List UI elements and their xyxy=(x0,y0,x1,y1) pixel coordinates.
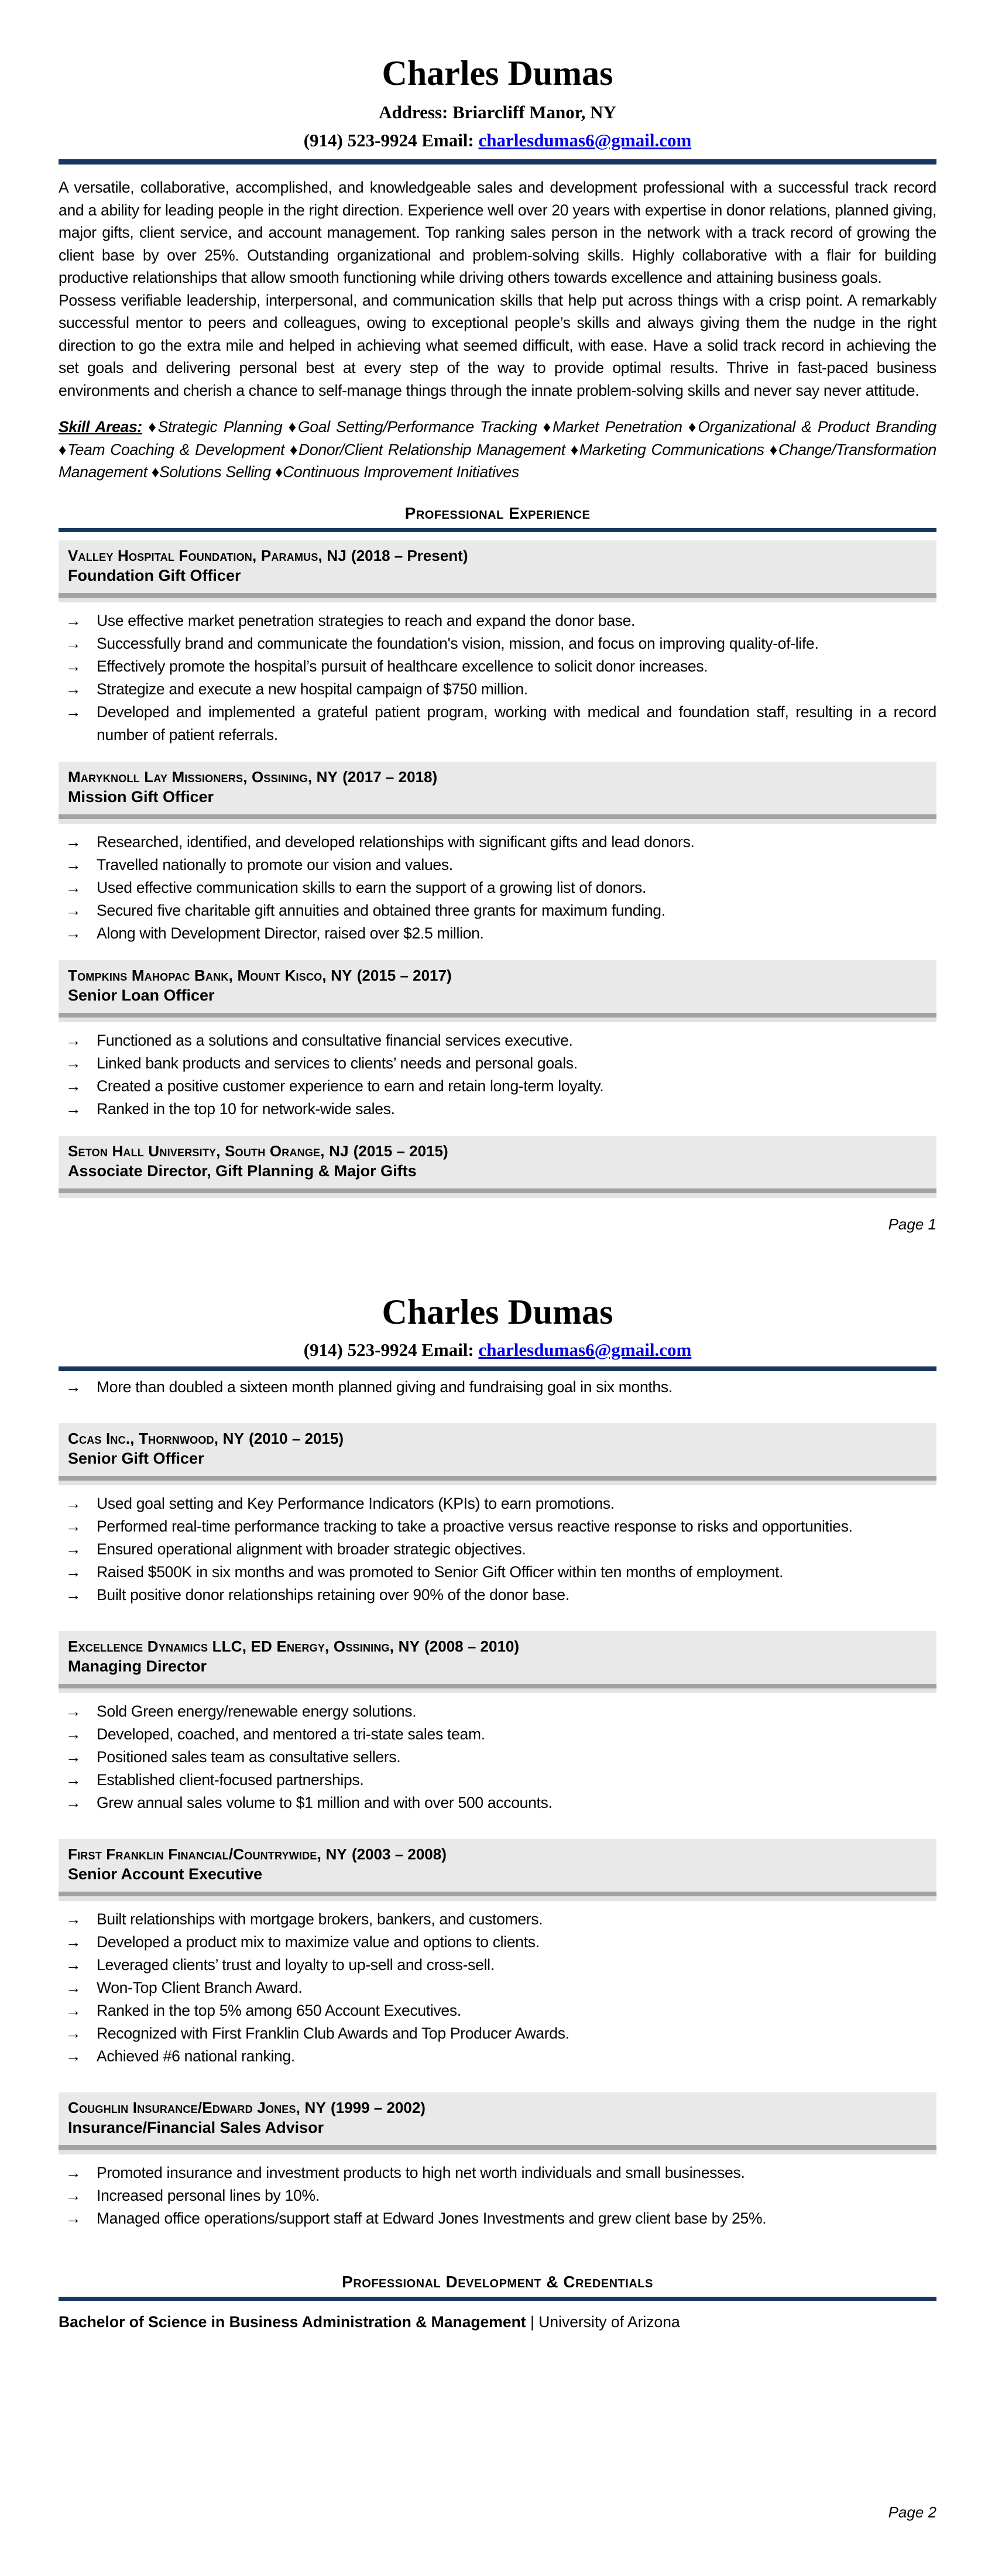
job-header xyxy=(59,960,936,1013)
page-2-label: Page 2 xyxy=(888,2503,936,2521)
phone-email-label: (914) 523-9924 Email: xyxy=(303,130,474,150)
bullet-item xyxy=(59,1908,936,1931)
skill-areas-label: Skill Areas: xyxy=(59,418,142,436)
job-title: Insurance/Financial Sales Advisor xyxy=(68,2119,324,2136)
education-entry xyxy=(59,2311,936,2332)
job-company-name: Maryknoll Lay Missioners, Ossining, NY xyxy=(68,768,338,786)
bullet-text: Recognized with First Franklin Club Awards and Top Producer Awards. xyxy=(97,2025,569,2042)
bullet-item xyxy=(59,1075,936,1098)
email-link[interactable]: charlesdumas6@gmail.com xyxy=(478,130,692,150)
bullet-item xyxy=(59,922,936,945)
bullet-item xyxy=(59,1098,936,1121)
job-header-rule-light xyxy=(59,1481,936,1485)
job-header xyxy=(59,540,936,593)
bullet-arrow-icon: → xyxy=(66,2210,81,2227)
skill-areas xyxy=(59,416,936,484)
bullet-arrow-icon: → xyxy=(66,1077,81,1095)
job-company-name: Ccas Inc., Thornwood, NY xyxy=(68,1430,245,1447)
job-company-line xyxy=(68,2098,927,2118)
bullet-arrow-icon: → xyxy=(66,855,81,873)
bullet-item xyxy=(59,1052,936,1075)
job-header-rule xyxy=(59,814,936,819)
education-school: University of Arizona xyxy=(538,2313,680,2331)
bullet-arrow-icon: → xyxy=(66,2164,81,2181)
page-2 xyxy=(0,1288,995,2576)
job-dates: (2008 – 2010) xyxy=(424,1638,520,1655)
experience-section-rule xyxy=(59,528,936,532)
bullet-arrow-icon: → xyxy=(66,1540,81,1558)
bullet-item xyxy=(59,655,936,678)
job-bullet-list xyxy=(59,2161,936,2230)
bullet-arrow-icon: → xyxy=(66,1771,81,1789)
seton-continuation-bullets xyxy=(59,1376,936,1399)
job-bullet-list xyxy=(59,1908,936,2068)
bullet-text: Secured five charitable gift annuities and obtained three grants for maximum funding. xyxy=(97,901,665,919)
job-company-name: Coughlin Insurance/Edward Jones, NY xyxy=(68,2099,327,2116)
bullet-item xyxy=(59,1584,936,1606)
jobs-list-page-2 xyxy=(59,1423,936,2230)
job-company-line xyxy=(68,1429,927,1449)
bullet-arrow-icon: → xyxy=(66,1725,81,1743)
bullet-arrow-icon: → xyxy=(66,703,81,721)
education-degree: Bachelor of Science in Business Administration & Management xyxy=(59,2313,526,2331)
bullet-item xyxy=(59,1492,936,1515)
bullet-arrow-icon: → xyxy=(66,1495,81,1512)
job-header xyxy=(59,1839,936,1892)
bullet-arrow-icon: → xyxy=(66,901,81,919)
bullet-arrow-icon: → xyxy=(66,2025,81,2042)
bullet-item xyxy=(59,2207,936,2230)
bullet-text: Ranked in the top 10 for network-wide sales. xyxy=(97,1099,395,1118)
bullet-text: Use effective market penetration strategies to reach and expand the donor base. xyxy=(97,611,636,629)
job-header-rule xyxy=(59,1476,936,1481)
bullet-item xyxy=(59,831,936,854)
bullet-item xyxy=(59,678,936,701)
bullet-arrow-icon: → xyxy=(66,611,81,629)
bullet-text: Functioned as a solutions and consultative financial services executive. xyxy=(97,1031,573,1049)
bullet-text: Positioned sales team as consultative sellers. xyxy=(97,1748,401,1766)
job-company-name: Excellence Dynamics LLC, ED Energy, Ossining, NY xyxy=(68,1638,420,1655)
bullet-item xyxy=(59,876,936,899)
bullet-item xyxy=(59,1538,936,1561)
bullet-arrow-icon: → xyxy=(66,1910,81,1928)
bullet-text: Used goal setting and Key Performance Indicators (KPIs) to earn promotions. xyxy=(97,1495,615,1512)
job-bullet-list xyxy=(59,609,936,746)
bullet-text: Promoted insurance and investment products to high net worth individuals and small businesses. xyxy=(97,2164,745,2181)
job-company-line xyxy=(68,1636,927,1657)
job-entry xyxy=(59,1839,936,2068)
bullet-item xyxy=(59,1976,936,1999)
bullet-item xyxy=(59,1746,936,1769)
bullet-item xyxy=(59,1515,936,1538)
bullet-item xyxy=(59,1029,936,1052)
bullet-text: Leveraged clients’ trust and loyalty to up-sell and cross-sell. xyxy=(97,1956,495,1974)
job-dates: (2015 – 2017) xyxy=(356,966,452,984)
bullet-item xyxy=(59,701,936,746)
bullet-text: Created a positive customer experience to earn and retain long-term loyalty. xyxy=(97,1077,604,1095)
bullet-item xyxy=(59,1561,936,1584)
bullet-arrow-icon: → xyxy=(66,1378,81,1396)
bullet-text: Along with Development Director, raised over $2.5 million. xyxy=(97,924,484,942)
bullet-arrow-icon: → xyxy=(66,833,81,851)
bullet-item xyxy=(59,899,936,922)
bullet-text: Increased personal lines by 10%. xyxy=(97,2187,320,2204)
job-entry xyxy=(59,762,936,945)
bullet-arrow-icon: → xyxy=(66,2187,81,2204)
bullet-text: Performed real-time performance tracking to take a proactive versus reactive response to risks and opportunities. xyxy=(97,1517,853,1535)
summary-section xyxy=(59,176,936,402)
job-dates: (2003 – 2008) xyxy=(351,1845,447,1863)
bullet-item xyxy=(59,1791,936,1814)
bullet-arrow-icon: → xyxy=(66,1703,81,1720)
bullet-arrow-icon: → xyxy=(66,1586,81,1604)
bullet-item xyxy=(59,632,936,655)
job-header-rule xyxy=(59,1892,936,1896)
job-header-rule xyxy=(59,2145,936,2150)
page-1-label: Page 1 xyxy=(888,1215,936,1233)
job-bullet-list xyxy=(59,1029,936,1121)
job-header xyxy=(59,1631,936,1684)
bullet-item xyxy=(59,1700,936,1723)
bullet-item xyxy=(59,1376,936,1399)
job-title: Managing Director xyxy=(68,1657,207,1675)
header-divider-rule-page-2 xyxy=(59,1366,936,1371)
job-dates: (2017 – 2018) xyxy=(342,768,438,786)
job-header-rule xyxy=(59,1188,936,1193)
education-section-rule xyxy=(59,2297,936,2301)
bullet-arrow-icon: → xyxy=(66,1748,81,1766)
job-company-name: First Franklin Financial/Countrywide, NY xyxy=(68,1845,347,1863)
bullet-arrow-icon: → xyxy=(66,1933,81,1951)
job-company-line xyxy=(68,546,927,566)
bullet-arrow-icon: → xyxy=(66,924,81,942)
bullet-item xyxy=(59,1723,936,1746)
jobs-list-page-1 xyxy=(59,540,936,1198)
bullet-arrow-icon: → xyxy=(66,1956,81,1974)
bullet-item xyxy=(59,1769,936,1791)
job-company-line xyxy=(68,1844,927,1865)
bullet-text: Built positive donor relationships retaining over 90% of the donor base. xyxy=(97,1586,569,1604)
job-company-name: Valley Hospital Foundation, Paramus, NJ xyxy=(68,546,347,564)
bullet-arrow-icon: → xyxy=(66,680,81,698)
bullet-arrow-icon: → xyxy=(66,1794,81,1811)
job-title: Senior Loan Officer xyxy=(68,986,215,1004)
bullet-text: Raised $500K in six months and was promoted to Senior Gift Officer within ten months of employment. xyxy=(97,1563,784,1581)
bullet-text: Developed a product mix to maximize value and options to clients. xyxy=(97,1933,540,1951)
job-title: Associate Director, Gift Planning & Major Gifts xyxy=(68,1162,417,1180)
job-company-name: Seton Hall University, South Orange, NJ xyxy=(68,1142,349,1160)
bullet-text: Ensured operational alignment with broader strategic objectives. xyxy=(97,1540,526,1558)
job-header-rule xyxy=(59,1684,936,1688)
bullet-text: Linked bank products and services to clients’ needs and personal goals. xyxy=(97,1054,578,1072)
address-line: Address: Briarcliff Manor, NY xyxy=(379,102,616,122)
header-divider-rule xyxy=(59,159,936,165)
bullet-item xyxy=(59,2045,936,2068)
job-entry xyxy=(59,2092,936,2230)
education-section-heading: Professional Development & Credentials xyxy=(342,2273,653,2291)
summary-paragraph-2: Possess verifiable leadership, interpersonal, and communication skills that help put across things with a crisp point. A remarkably successful mentor to peers and colleagues, owing to exceptional people’s skills and always giving them the nudge in the right direction to go the extra mile and helped in achieving what seemed difficult, with ease. Have a solid track record in achieving the set goals and delivering personal best at every step of the way to provide optimal results. Thrive in fast-paced business environments and cherish a chance to self-manage things through the innate problem-solving skills and never say never attitude. xyxy=(59,291,936,399)
job-title: Mission Gift Officer xyxy=(68,787,214,806)
job-title: Foundation Gift Officer xyxy=(68,566,241,584)
bullet-item xyxy=(59,1931,936,1954)
bullet-arrow-icon: → xyxy=(66,634,81,652)
job-title: Senior Account Executive xyxy=(68,1865,263,1883)
person-name-page-2: Charles Dumas xyxy=(382,1293,613,1331)
job-entry xyxy=(59,1423,936,1606)
bullet-arrow-icon: → xyxy=(66,1517,81,1535)
job-company-line xyxy=(68,1141,927,1162)
bullet-text: Researched, identified, and developed relationships with significant gifts and lead donors. xyxy=(97,833,695,851)
job-dates: (2015 – 2015) xyxy=(353,1142,448,1160)
job-bullet-list xyxy=(59,1700,936,1814)
job-company-line xyxy=(68,965,927,986)
job-entry xyxy=(59,1136,936,1198)
bullet-item xyxy=(59,609,936,632)
bullet-arrow-icon: → xyxy=(66,1099,81,1118)
phone-email-line-page-2 xyxy=(59,1340,936,1361)
job-header xyxy=(59,2092,936,2145)
bullet-text: Strategize and execute a new hospital campaign of $750 million. xyxy=(97,680,528,698)
bullet-text: Ranked in the top 5% among 650 Account Executives. xyxy=(97,2002,461,2019)
bullet-item xyxy=(59,854,936,876)
phone-email-label-page-2: (914) 523-9924 Email: xyxy=(303,1340,474,1360)
job-company-name: Tompkins Mahopac Bank, Mount Kisco, NY xyxy=(68,966,352,984)
job-entry xyxy=(59,960,936,1121)
bullet-text: Achieved #6 national ranking. xyxy=(97,2047,295,2065)
job-header-rule-light xyxy=(59,1688,936,1693)
job-header-rule xyxy=(59,1013,936,1018)
job-entry xyxy=(59,540,936,746)
bullet-arrow-icon: → xyxy=(66,1031,81,1049)
bullet-text: Built relationships with mortgage brokers, bankers, and customers. xyxy=(97,1910,543,1928)
job-header xyxy=(59,1423,936,1476)
bullet-text: Sold Green energy/renewable energy solutions. xyxy=(97,1703,417,1720)
job-entry xyxy=(59,1631,936,1814)
job-header-rule-light xyxy=(59,598,936,602)
phone-email-line xyxy=(59,130,936,151)
job-header-rule-light xyxy=(59,2150,936,2154)
experience-section-heading: Professional Experience xyxy=(404,503,591,522)
job-header xyxy=(59,762,936,814)
bullet-text: Developed and implemented a grateful patient program, working with medical and foundation staff, resulting in a record number of patient referrals. xyxy=(97,703,936,744)
skill-areas-list: ♦Strategic Planning ♦Goal Setting/Performance Tracking ♦Market Penetration ♦Organizational & Product Branding ♦Team Coaching & Development ♦Donor/Client Relationship Management ♦Marketing Communications ♦Change/Transformation Management ♦Solutions Selling ♦Continuous Improvement Initiatives xyxy=(59,418,936,481)
bullet-arrow-icon: → xyxy=(66,1979,81,1996)
job-company-line xyxy=(68,767,927,787)
job-bullet-list xyxy=(59,1492,936,1606)
job-dates: (1999 – 2002) xyxy=(331,2099,426,2116)
bullet-text: Managed office operations/support staff at Edward Jones Investments and grew client base by 25%. xyxy=(97,2210,767,2227)
job-header-rule-light xyxy=(59,1896,936,1901)
bullet-text: Successfully brand and communicate the foundation's vision, mission, and focus on improving quality-of-life. xyxy=(97,634,819,652)
bullet-item xyxy=(59,2161,936,2184)
bullet-text: Effectively promote the hospital’s pursuit of healthcare excellence to solicit donor increases. xyxy=(97,657,708,675)
bullet-text: More than doubled a sixteen month planned giving and fundraising goal in six months. xyxy=(97,1378,673,1396)
job-header-rule xyxy=(59,593,936,598)
job-dates: (2010 – 2015) xyxy=(249,1430,344,1447)
bullet-text: Travelled nationally to promote our vision and values. xyxy=(97,855,453,873)
bullet-text: Grew annual sales volume to $1 million and with over 500 accounts. xyxy=(97,1794,553,1811)
bullet-item xyxy=(59,1999,936,2022)
job-header-rule-light xyxy=(59,819,936,824)
bullet-text: Developed, coached, and mentored a tri-state sales team. xyxy=(97,1725,485,1743)
job-dates: (2018 – Present) xyxy=(351,546,468,564)
bullet-arrow-icon: → xyxy=(66,878,81,896)
bullet-item xyxy=(59,1954,936,1976)
job-header xyxy=(59,1136,936,1188)
bullet-arrow-icon: → xyxy=(66,1054,81,1072)
bullet-item xyxy=(59,2184,936,2207)
bullet-arrow-icon: → xyxy=(66,2002,81,2019)
job-bullet-list xyxy=(59,831,936,945)
person-name: Charles Dumas xyxy=(382,54,613,93)
email-link-page-2[interactable]: charlesdumas6@gmail.com xyxy=(478,1340,692,1360)
job-header-rule-light xyxy=(59,1018,936,1022)
bullet-arrow-icon: → xyxy=(66,657,81,675)
job-title: Senior Gift Officer xyxy=(68,1450,204,1467)
bullet-text: Established client-focused partnerships. xyxy=(97,1771,364,1789)
summary-paragraph-1: A versatile, collaborative, accomplished, and knowledgeable sales and development professional with a successful track record and a ability for leading people in the right direction. Experience well over 20 years with expertise in donor relations, planned giving, major gifts, client service, and account management. Top ranking sales person in the network with a track record of growing the client base by over 25%. Outstanding organizational and problem-solving skills. Highly collaborative with a flair for building productive relationships that allow smooth functioning while driving others towards excellence and attaining business goals. xyxy=(59,179,936,286)
job-header-rule-light xyxy=(59,1193,936,1198)
bullet-item xyxy=(59,2022,936,2045)
education-separator: | xyxy=(526,2313,539,2331)
bullet-text: Won-Top Client Branch Award. xyxy=(97,1979,303,1996)
bullet-text: Used effective communication skills to earn the support of a growing list of donors. xyxy=(97,878,647,896)
bullet-arrow-icon: → xyxy=(66,1563,81,1581)
bullet-arrow-icon: → xyxy=(66,2047,81,2065)
